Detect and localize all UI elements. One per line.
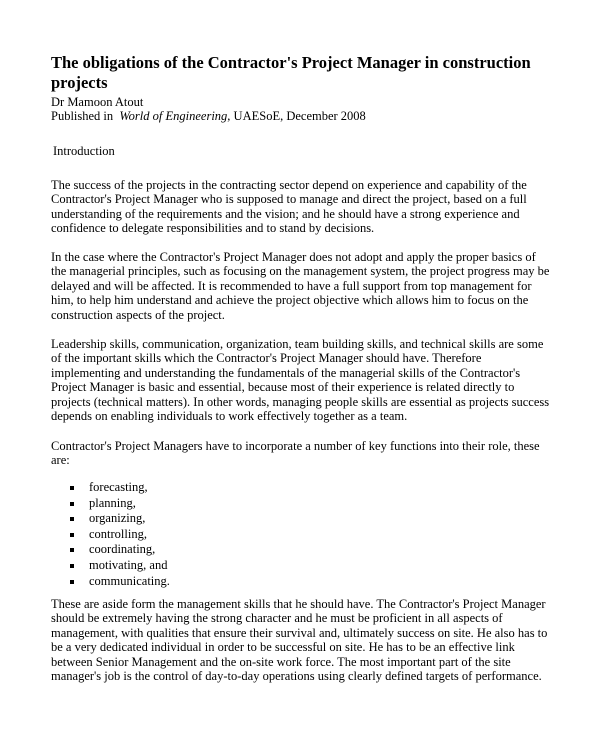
author-name: Dr Mamoon Atout	[51, 95, 144, 109]
paragraph-line: are:	[51, 453, 70, 468]
list-item	[0, 558, 600, 574]
published-prefix: Published in	[51, 109, 114, 123]
key-functions-list	[0, 480, 600, 589]
paragraph-line: Contractor's Project Managers have to incorporate a number of key functions into their role, these	[51, 439, 540, 453]
list-item	[0, 496, 600, 512]
paragraph-line: between Senior Management and the on-site work force. The most important part of the site	[51, 654, 511, 669]
paragraph-line: him, to help him understand and achieve the project objective which allows him to focus on the	[51, 293, 529, 308]
bullet-icon	[70, 486, 74, 490]
bullet-icon	[70, 502, 74, 506]
paragraph-line: confidence to delegate responsibilities and to stand by decisions.	[51, 221, 375, 236]
bullet-icon	[70, 548, 74, 552]
list-item	[0, 480, 600, 496]
paragraph-line: the managerial principles, such as focusing on the management system, the project progress may be	[51, 264, 550, 279]
paragraph-line: construction aspects of the project.	[51, 307, 225, 322]
bullet-icon	[70, 517, 74, 521]
paragraph-line: delayed and will be affected. It is recommended to have a full support from top management for	[51, 278, 532, 293]
paragraph-line: Leadership skills, communication, organization, team building skills, and technical skills are some	[51, 337, 544, 351]
paragraph-line: understanding of the requirements and the vision; and he should have a strong experience and	[51, 206, 520, 221]
list-item	[0, 574, 600, 590]
list-item	[0, 542, 600, 558]
paragraph-line: should be extremely having the strong character and he must be proficient in all aspects of	[51, 611, 503, 626]
paragraph-line: management, with qualities that ensure their survival and, ultimately success on site. He also has to	[51, 625, 548, 640]
paragraph-line: The success of the projects in the contracting sector depend on experience and capability of the	[51, 178, 527, 192]
list-item	[0, 527, 600, 543]
paragraph-line: These are aside form the management skills that he should have. The Contractor's Project Manager	[51, 597, 546, 611]
published-suffix: , UAESoE, December 2008	[227, 109, 366, 123]
list-item	[0, 511, 600, 527]
list-item-text: controlling,	[89, 526, 147, 541]
paragraph-line: Project Manager is basic and essential, because most of their experience is related directly to	[51, 380, 515, 395]
paragraph-line: projects (technical matters). In other words, managing people skills are essential as projects success	[51, 394, 550, 409]
paragraph	[51, 337, 561, 423]
list-item-text: coordinating,	[89, 542, 156, 557]
paragraph-line: implementing and understanding the fundamentals of the managerial skills of the Contractor's	[51, 365, 521, 380]
paragraph-line: manager's job is the control of day-to-day operations using clearly defined targets of performance.	[51, 669, 542, 684]
publication-line	[51, 108, 366, 124]
paragraph-line: depends on enabling individuals to work effectively together as a team.	[51, 409, 408, 424]
journal-name: World of Engineering	[119, 109, 228, 123]
list-item-text: organizing,	[89, 511, 146, 526]
bullet-icon	[70, 533, 74, 537]
paragraph	[51, 178, 561, 236]
paragraph-line: In the case where the Contractor's Project Manager does not adopt and apply the proper basics of	[51, 250, 536, 264]
paragraph	[51, 597, 561, 683]
document-title: The obligations of the Contractor's Project Manager in construction projects	[51, 53, 531, 92]
section-heading: Introduction	[53, 144, 115, 158]
paragraph	[51, 250, 561, 322]
paragraph	[51, 439, 561, 468]
paragraph-line: be a very dedicated individual in order to be successful on site. He has to be an effective link	[51, 640, 515, 655]
list-item-text: planning,	[89, 495, 136, 510]
paragraph-line: of the important skills which the Contractor's Project Manager should have. Therefore	[51, 351, 482, 366]
paragraph-line: Contractor's Project Manager who is supposed to manage and direct the project, based on a full	[51, 192, 527, 207]
list-item-text: forecasting,	[89, 480, 148, 494]
list-item-text: motivating, and	[89, 557, 168, 572]
bullet-icon	[70, 580, 74, 584]
bullet-icon	[70, 564, 74, 568]
list-item-text: communicating.	[89, 573, 170, 588]
